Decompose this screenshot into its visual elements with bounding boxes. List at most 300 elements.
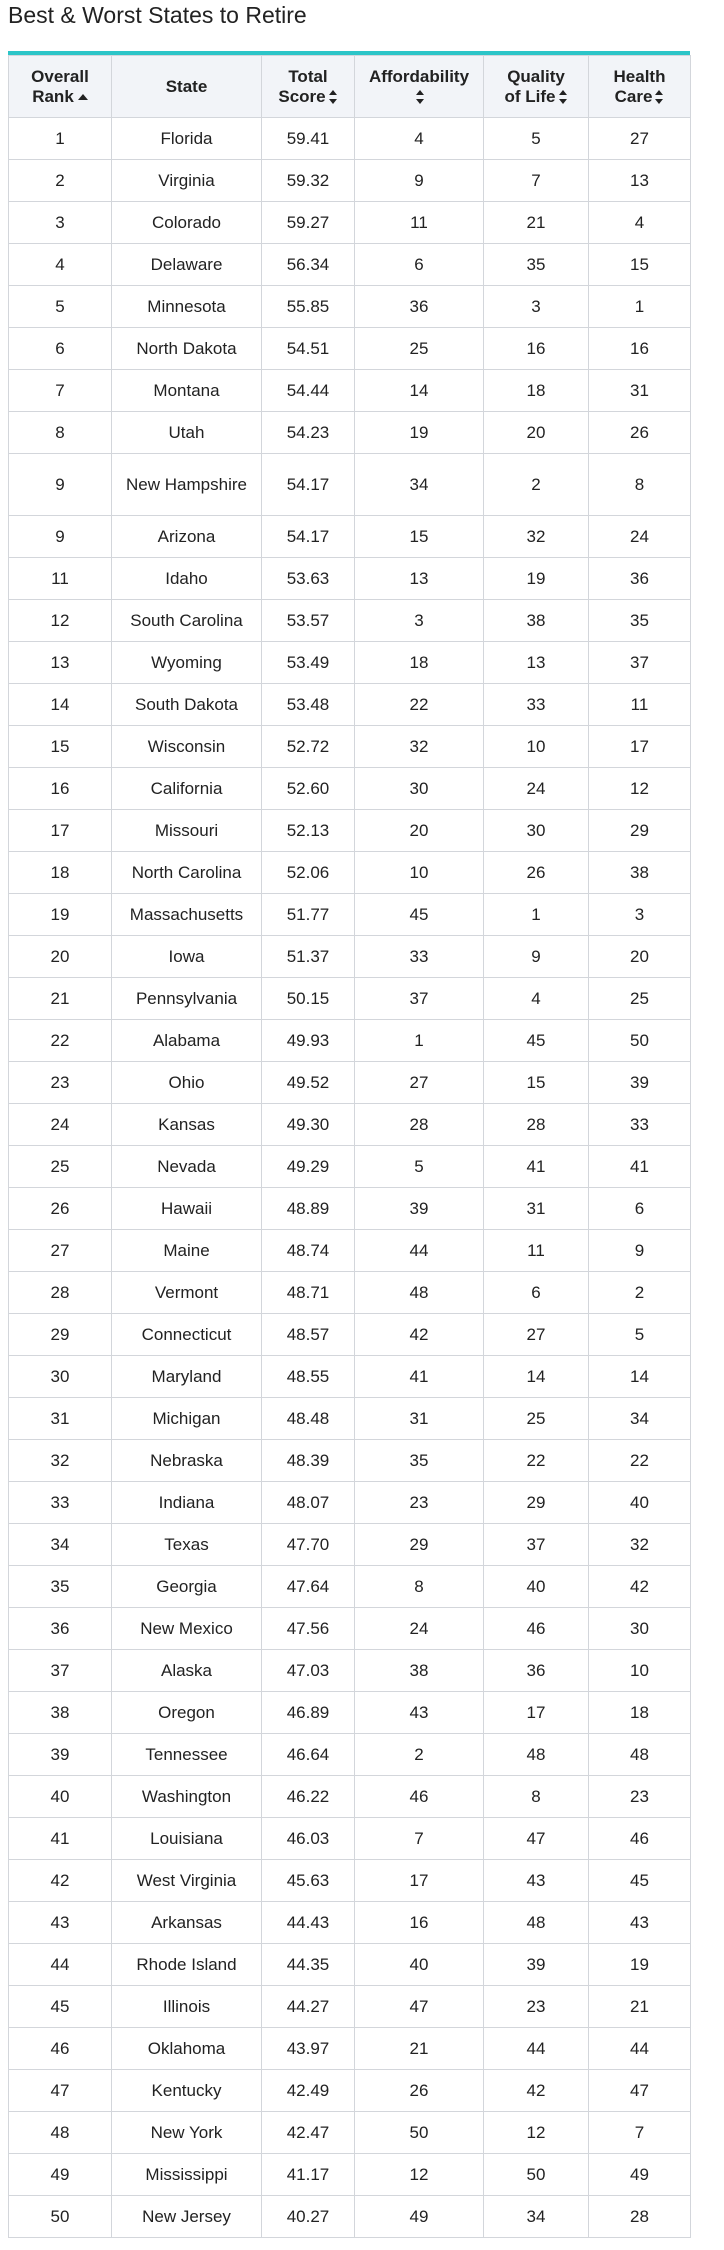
column-header-label: Total <box>288 66 328 86</box>
quality-of-life-cell: 2 <box>484 454 589 516</box>
health-care-cell: 6 <box>589 1188 691 1230</box>
affordability-cell: 49 <box>355 2196 484 2238</box>
total-score-cell: 53.63 <box>262 558 355 600</box>
table-row <box>9 1104 691 1146</box>
total-score-cell: 50.15 <box>262 978 355 1020</box>
rank-cell: 38 <box>9 1692 112 1734</box>
column-header-affordability[interactable] <box>355 56 484 118</box>
health-care-cell: 4 <box>589 202 691 244</box>
table-row <box>9 2028 691 2070</box>
quality-of-life-cell: 19 <box>484 558 589 600</box>
affordability-cell: 4 <box>355 118 484 160</box>
table-row <box>9 412 691 454</box>
table-row <box>9 1860 691 1902</box>
state-cell: Iowa <box>112 936 262 978</box>
table-row <box>9 1944 691 1986</box>
affordability-cell: 19 <box>355 412 484 454</box>
quality-of-life-cell: 30 <box>484 810 589 852</box>
total-score-cell: 42.49 <box>262 2070 355 2112</box>
quality-of-life-cell: 43 <box>484 1860 589 1902</box>
affordability-cell: 38 <box>355 1650 484 1692</box>
affordability-cell: 2 <box>355 1734 484 1776</box>
table-row <box>9 1230 691 1272</box>
total-score-cell: 46.22 <box>262 1776 355 1818</box>
affordability-cell: 50 <box>355 2112 484 2154</box>
state-cell: Vermont <box>112 1272 262 1314</box>
quality-of-life-cell: 29 <box>484 1482 589 1524</box>
state-cell: Minnesota <box>112 286 262 328</box>
state-cell: Rhode Island <box>112 1944 262 1986</box>
table-row <box>9 516 691 558</box>
rank-cell: 9 <box>9 454 112 516</box>
rank-cell: 29 <box>9 1314 112 1356</box>
table-row <box>9 1146 691 1188</box>
health-care-cell: 39 <box>589 1062 691 1104</box>
rank-cell: 9 <box>9 516 112 558</box>
rank-cell: 22 <box>9 1020 112 1062</box>
rank-cell: 40 <box>9 1776 112 1818</box>
rank-cell: 4 <box>9 244 112 286</box>
state-cell: Michigan <box>112 1398 262 1440</box>
rank-cell: 43 <box>9 1902 112 1944</box>
rank-cell: 48 <box>9 2112 112 2154</box>
table-row <box>9 2196 691 2238</box>
rank-cell: 42 <box>9 1860 112 1902</box>
quality-of-life-cell: 10 <box>484 726 589 768</box>
table-row <box>9 684 691 726</box>
total-score-cell: 49.93 <box>262 1020 355 1062</box>
rank-cell: 45 <box>9 1986 112 2028</box>
total-score-cell: 46.64 <box>262 1734 355 1776</box>
state-cell: Alabama <box>112 1020 262 1062</box>
quality-of-life-cell: 39 <box>484 1944 589 1986</box>
quality-of-life-cell: 6 <box>484 1272 589 1314</box>
health-care-cell: 13 <box>589 160 691 202</box>
rank-cell: 6 <box>9 328 112 370</box>
total-score-cell: 44.35 <box>262 1944 355 1986</box>
column-header-label: of Life <box>504 86 556 106</box>
affordability-cell: 39 <box>355 1188 484 1230</box>
table-row <box>9 1440 691 1482</box>
table-row <box>9 936 691 978</box>
state-cell: New Jersey <box>112 2196 262 2238</box>
rank-cell: 7 <box>9 370 112 412</box>
column-header-label: Care <box>614 86 653 106</box>
sort-icon[interactable] <box>329 90 338 104</box>
affordability-cell: 20 <box>355 810 484 852</box>
state-cell: Wyoming <box>112 642 262 684</box>
affordability-cell: 33 <box>355 936 484 978</box>
table-row <box>9 1818 691 1860</box>
total-score-cell: 44.27 <box>262 1986 355 2028</box>
affordability-cell: 22 <box>355 684 484 726</box>
quality-of-life-cell: 1 <box>484 894 589 936</box>
health-care-cell: 27 <box>589 118 691 160</box>
health-care-cell: 30 <box>589 1608 691 1650</box>
state-cell: Louisiana <box>112 1818 262 1860</box>
quality-of-life-cell: 44 <box>484 2028 589 2070</box>
state-cell: Missouri <box>112 810 262 852</box>
sort-icon[interactable] <box>416 90 425 104</box>
rank-cell: 50 <box>9 2196 112 2238</box>
table-row <box>9 852 691 894</box>
affordability-cell: 3 <box>355 600 484 642</box>
health-care-cell: 19 <box>589 1944 691 1986</box>
rank-cell: 33 <box>9 1482 112 1524</box>
quality-of-life-cell: 11 <box>484 1230 589 1272</box>
total-score-cell: 49.30 <box>262 1104 355 1146</box>
affordability-cell: 5 <box>355 1146 484 1188</box>
quality-of-life-cell: 47 <box>484 1818 589 1860</box>
total-score-cell: 54.17 <box>262 454 355 516</box>
health-care-cell: 36 <box>589 558 691 600</box>
state-cell: California <box>112 768 262 810</box>
state-cell: Washington <box>112 1776 262 1818</box>
affordability-cell: 40 <box>355 1944 484 1986</box>
ranking-table-container <box>8 51 690 2238</box>
affordability-cell: 11 <box>355 202 484 244</box>
quality-of-life-cell: 8 <box>484 1776 589 1818</box>
total-score-cell: 54.23 <box>262 412 355 454</box>
affordability-cell: 30 <box>355 768 484 810</box>
rank-cell: 26 <box>9 1188 112 1230</box>
total-score-cell: 48.39 <box>262 1440 355 1482</box>
quality-of-life-cell: 34 <box>484 2196 589 2238</box>
quality-of-life-cell: 31 <box>484 1188 589 1230</box>
table-row <box>9 1902 691 1944</box>
state-cell: Illinois <box>112 1986 262 2028</box>
table-row <box>9 2154 691 2196</box>
rank-cell: 32 <box>9 1440 112 1482</box>
state-cell: North Dakota <box>112 328 262 370</box>
column-header-label: Rank <box>32 86 74 106</box>
total-score-cell: 59.27 <box>262 202 355 244</box>
sort-ascending-icon[interactable] <box>78 94 88 100</box>
health-care-cell: 45 <box>589 1860 691 1902</box>
table-body <box>9 118 691 2238</box>
rank-cell: 25 <box>9 1146 112 1188</box>
rank-cell: 16 <box>9 768 112 810</box>
health-care-cell: 47 <box>589 2070 691 2112</box>
rank-cell: 28 <box>9 1272 112 1314</box>
health-care-cell: 38 <box>589 852 691 894</box>
health-care-cell: 42 <box>589 1566 691 1608</box>
quality-of-life-cell: 38 <box>484 600 589 642</box>
quality-of-life-cell: 32 <box>484 516 589 558</box>
state-cell: New York <box>112 2112 262 2154</box>
affordability-cell: 32 <box>355 726 484 768</box>
health-care-cell: 1 <box>589 286 691 328</box>
quality-of-life-cell: 50 <box>484 2154 589 2196</box>
column-header-label: Health <box>613 66 666 86</box>
total-score-cell: 49.52 <box>262 1062 355 1104</box>
rank-cell: 20 <box>9 936 112 978</box>
affordability-cell: 42 <box>355 1314 484 1356</box>
state-cell: Massachusetts <box>112 894 262 936</box>
quality-of-life-cell: 37 <box>484 1524 589 1566</box>
health-care-cell: 33 <box>589 1104 691 1146</box>
health-care-cell: 50 <box>589 1020 691 1062</box>
state-cell: Georgia <box>112 1566 262 1608</box>
total-score-cell: 41.17 <box>262 2154 355 2196</box>
total-score-cell: 48.48 <box>262 1398 355 1440</box>
affordability-cell: 29 <box>355 1524 484 1566</box>
quality-of-life-cell: 9 <box>484 936 589 978</box>
total-score-cell: 45.63 <box>262 1860 355 1902</box>
health-care-cell: 34 <box>589 1398 691 1440</box>
health-care-cell: 41 <box>589 1146 691 1188</box>
total-score-cell: 59.41 <box>262 118 355 160</box>
quality-of-life-cell: 14 <box>484 1356 589 1398</box>
rank-cell: 8 <box>9 412 112 454</box>
state-cell: Mississippi <box>112 2154 262 2196</box>
table-row <box>9 810 691 852</box>
health-care-cell: 2 <box>589 1272 691 1314</box>
health-care-cell: 20 <box>589 936 691 978</box>
health-care-cell: 26 <box>589 412 691 454</box>
affordability-cell: 44 <box>355 1230 484 1272</box>
affordability-cell: 31 <box>355 1398 484 1440</box>
table-row <box>9 1314 691 1356</box>
health-care-cell: 17 <box>589 726 691 768</box>
quality-of-life-cell: 33 <box>484 684 589 726</box>
column-header-label: Overall <box>31 66 89 86</box>
column-header-total-score[interactable] <box>262 56 355 118</box>
total-score-cell: 47.64 <box>262 1566 355 1608</box>
state-cell: Delaware <box>112 244 262 286</box>
health-care-cell: 8 <box>589 454 691 516</box>
table-row <box>9 768 691 810</box>
table-row <box>9 1188 691 1230</box>
rank-cell: 12 <box>9 600 112 642</box>
state-cell: Nevada <box>112 1146 262 1188</box>
table-row <box>9 600 691 642</box>
column-header-label: State <box>165 76 208 96</box>
state-cell: Oregon <box>112 1692 262 1734</box>
total-score-cell: 54.44 <box>262 370 355 412</box>
sort-icon[interactable] <box>655 90 664 104</box>
ranking-table <box>8 55 691 2238</box>
affordability-cell: 23 <box>355 1482 484 1524</box>
table-row <box>9 118 691 160</box>
health-care-cell: 24 <box>589 516 691 558</box>
health-care-cell: 16 <box>589 328 691 370</box>
total-score-cell: 56.34 <box>262 244 355 286</box>
rank-cell: 19 <box>9 894 112 936</box>
rank-cell: 34 <box>9 1524 112 1566</box>
total-score-cell: 52.60 <box>262 768 355 810</box>
state-cell: Alaska <box>112 1650 262 1692</box>
page-title: Best & Worst States to Retire <box>8 2 307 28</box>
table-row <box>9 1776 691 1818</box>
affordability-cell: 37 <box>355 978 484 1020</box>
state-cell: Indiana <box>112 1482 262 1524</box>
table-row <box>9 894 691 936</box>
table-row <box>9 1566 691 1608</box>
affordability-cell: 7 <box>355 1818 484 1860</box>
state-cell: Florida <box>112 118 262 160</box>
rank-cell: 18 <box>9 852 112 894</box>
total-score-cell: 52.72 <box>262 726 355 768</box>
quality-of-life-cell: 18 <box>484 370 589 412</box>
quality-of-life-cell: 40 <box>484 1566 589 1608</box>
table-row <box>9 1734 691 1776</box>
total-score-cell: 47.70 <box>262 1524 355 1566</box>
column-header-quality-of-life[interactable] <box>484 56 589 118</box>
table-row <box>9 1608 691 1650</box>
health-care-cell: 37 <box>589 642 691 684</box>
affordability-cell: 10 <box>355 852 484 894</box>
table-row <box>9 642 691 684</box>
table-row <box>9 286 691 328</box>
rank-cell: 47 <box>9 2070 112 2112</box>
total-score-cell: 53.57 <box>262 600 355 642</box>
table-row <box>9 726 691 768</box>
health-care-cell: 21 <box>589 1986 691 2028</box>
state-cell: Connecticut <box>112 1314 262 1356</box>
rank-cell: 14 <box>9 684 112 726</box>
state-cell: Hawaii <box>112 1188 262 1230</box>
quality-of-life-cell: 13 <box>484 642 589 684</box>
table-row <box>9 328 691 370</box>
rank-cell: 13 <box>9 642 112 684</box>
health-care-cell: 48 <box>589 1734 691 1776</box>
total-score-cell: 54.51 <box>262 328 355 370</box>
total-score-cell: 51.77 <box>262 894 355 936</box>
affordability-cell: 27 <box>355 1062 484 1104</box>
rank-cell: 3 <box>9 202 112 244</box>
quality-of-life-cell: 28 <box>484 1104 589 1146</box>
rank-cell: 44 <box>9 1944 112 1986</box>
state-cell: New Hampshire <box>112 454 262 516</box>
quality-of-life-cell: 17 <box>484 1692 589 1734</box>
health-care-cell: 25 <box>589 978 691 1020</box>
state-cell: Kansas <box>112 1104 262 1146</box>
health-care-cell: 11 <box>589 684 691 726</box>
column-header-label: Score <box>278 86 326 106</box>
column-header-state <box>112 56 262 118</box>
total-score-cell: 47.56 <box>262 1608 355 1650</box>
total-score-cell: 49.29 <box>262 1146 355 1188</box>
total-score-cell: 42.47 <box>262 2112 355 2154</box>
quality-of-life-cell: 16 <box>484 328 589 370</box>
column-header-health-care[interactable] <box>589 56 691 118</box>
health-care-cell: 46 <box>589 1818 691 1860</box>
sort-icon[interactable] <box>559 90 568 104</box>
rank-cell: 17 <box>9 810 112 852</box>
total-score-cell: 48.89 <box>262 1188 355 1230</box>
affordability-cell: 35 <box>355 1440 484 1482</box>
rank-cell: 49 <box>9 2154 112 2196</box>
rank-cell: 46 <box>9 2028 112 2070</box>
table-row <box>9 1482 691 1524</box>
quality-of-life-cell: 3 <box>484 286 589 328</box>
quality-of-life-cell: 42 <box>484 2070 589 2112</box>
affordability-cell: 17 <box>355 1860 484 1902</box>
state-cell: North Carolina <box>112 852 262 894</box>
rank-cell: 5 <box>9 286 112 328</box>
total-score-cell: 46.89 <box>262 1692 355 1734</box>
affordability-cell: 15 <box>355 516 484 558</box>
health-care-cell: 43 <box>589 1902 691 1944</box>
table-row <box>9 1524 691 1566</box>
total-score-cell: 55.85 <box>262 286 355 328</box>
affordability-cell: 25 <box>355 328 484 370</box>
rank-cell: 23 <box>9 1062 112 1104</box>
table-row <box>9 370 691 412</box>
state-cell: Montana <box>112 370 262 412</box>
health-care-cell: 14 <box>589 1356 691 1398</box>
total-score-cell: 54.17 <box>262 516 355 558</box>
table-row <box>9 1692 691 1734</box>
state-cell: Pennsylvania <box>112 978 262 1020</box>
table-row <box>9 202 691 244</box>
total-score-cell: 48.74 <box>262 1230 355 1272</box>
affordability-cell: 46 <box>355 1776 484 1818</box>
rank-cell: 27 <box>9 1230 112 1272</box>
state-cell: Tennessee <box>112 1734 262 1776</box>
quality-of-life-cell: 41 <box>484 1146 589 1188</box>
state-cell: Colorado <box>112 202 262 244</box>
quality-of-life-cell: 48 <box>484 1734 589 1776</box>
total-score-cell: 59.32 <box>262 160 355 202</box>
state-cell: Texas <box>112 1524 262 1566</box>
state-cell: Kentucky <box>112 2070 262 2112</box>
total-score-cell: 48.07 <box>262 1482 355 1524</box>
affordability-cell: 8 <box>355 1566 484 1608</box>
quality-of-life-cell: 7 <box>484 160 589 202</box>
rank-cell: 31 <box>9 1398 112 1440</box>
affordability-cell: 18 <box>355 642 484 684</box>
table-row <box>9 2070 691 2112</box>
affordability-cell: 24 <box>355 1608 484 1650</box>
health-care-cell: 32 <box>589 1524 691 1566</box>
quality-of-life-cell: 4 <box>484 978 589 1020</box>
health-care-cell: 29 <box>589 810 691 852</box>
affordability-cell: 26 <box>355 2070 484 2112</box>
quality-of-life-cell: 48 <box>484 1902 589 1944</box>
affordability-cell: 41 <box>355 1356 484 1398</box>
state-cell: Maryland <box>112 1356 262 1398</box>
state-cell: Maine <box>112 1230 262 1272</box>
state-cell: South Dakota <box>112 684 262 726</box>
state-cell: Arizona <box>112 516 262 558</box>
affordability-cell: 36 <box>355 286 484 328</box>
affordability-cell: 6 <box>355 244 484 286</box>
column-header-overall-rank[interactable] <box>9 56 112 118</box>
quality-of-life-cell: 5 <box>484 118 589 160</box>
health-care-cell: 31 <box>589 370 691 412</box>
health-care-cell: 10 <box>589 1650 691 1692</box>
state-cell: Virginia <box>112 160 262 202</box>
table-row <box>9 978 691 1020</box>
quality-of-life-cell: 15 <box>484 1062 589 1104</box>
health-care-cell: 5 <box>589 1314 691 1356</box>
total-score-cell: 48.71 <box>262 1272 355 1314</box>
state-cell: Utah <box>112 412 262 454</box>
column-header-label: Affordability <box>368 66 470 86</box>
affordability-cell: 43 <box>355 1692 484 1734</box>
affordability-cell: 21 <box>355 2028 484 2070</box>
health-care-cell: 9 <box>589 1230 691 1272</box>
total-score-cell: 53.48 <box>262 684 355 726</box>
state-cell: Wisconsin <box>112 726 262 768</box>
table-row <box>9 1986 691 2028</box>
total-score-cell: 52.13 <box>262 810 355 852</box>
quality-of-life-cell: 20 <box>484 412 589 454</box>
health-care-cell: 22 <box>589 1440 691 1482</box>
quality-of-life-cell: 24 <box>484 768 589 810</box>
